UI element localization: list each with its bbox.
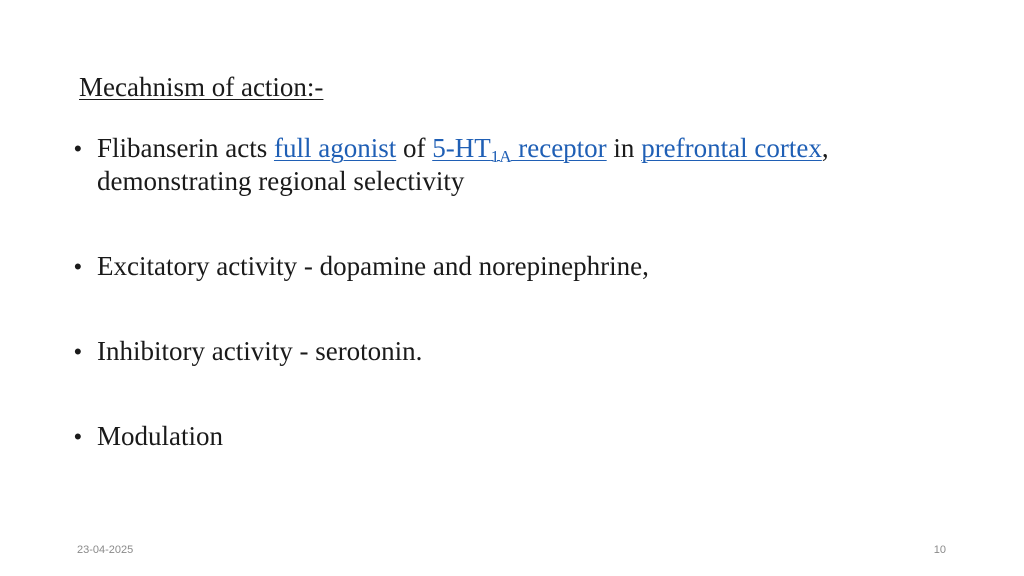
bullet-item-inhibitory (72, 335, 952, 368)
bullet-text: Flibanserin acts (97, 133, 274, 163)
bullet-icon: • (74, 254, 82, 279)
bullet-text: Inhibitory activity - serotonin. (97, 336, 423, 366)
link-5ht1a-receptor[interactable] (432, 133, 607, 166)
bullet-text: , demonstrating regional selectivity (97, 133, 829, 196)
link-full-agonist[interactable]: full agonist (273, 133, 397, 163)
link-prefrontal-cortex[interactable]: prefrontal cortex (641, 133, 822, 163)
bullet-text: in (606, 133, 642, 163)
bullet-icon: • (74, 136, 82, 161)
slide-heading: Mecahnism of action:- (79, 72, 324, 102)
bullet-list (72, 132, 952, 453)
bullet-text: of (396, 133, 433, 163)
footer-date: 23-04-2025 (77, 544, 134, 556)
bullet-text: Excitatory activity - dopamine and norepinephrine, (97, 251, 649, 281)
bullet-icon: • (74, 424, 82, 449)
footer-page-number: 10 (933, 544, 946, 556)
link-5ht1a-rest: receptor (511, 133, 607, 163)
bullet-item-mechanism (72, 132, 952, 198)
link-5ht1a-main: 5-HT (432, 133, 491, 163)
bullet-item-modulation (72, 420, 952, 453)
link-5ht1a-subscript: 1A (490, 147, 512, 166)
bullet-icon: • (74, 339, 82, 364)
bullet-text: Modulation (97, 421, 223, 451)
bullet-item-excitatory (72, 250, 952, 283)
